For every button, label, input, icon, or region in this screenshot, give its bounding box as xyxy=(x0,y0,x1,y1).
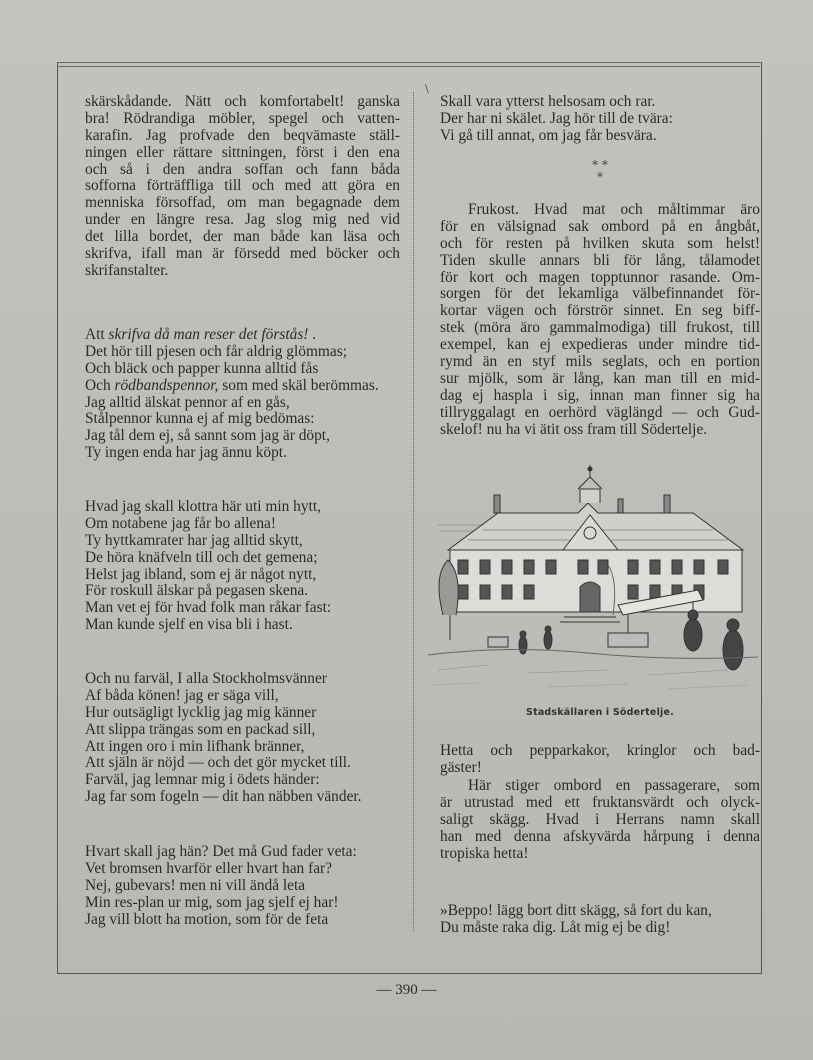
text-line: är utrustad med ett fruktansvärdt och olyck- xyxy=(440,794,760,811)
poem-line: Du måste raka dig. Låt mig ej be dig! xyxy=(440,918,671,936)
poem-line: Ty ingen enda har jag ännu köpt. xyxy=(85,444,287,462)
poem-stanza-3 xyxy=(85,671,400,806)
section-stars-bottom: * xyxy=(597,170,603,184)
text-line: Frukost. Hvad mat och måltimmar äro xyxy=(468,202,760,218)
poem-line: Man vet ej för hvad folk man råkar fast: xyxy=(85,599,332,617)
left-paragraph xyxy=(85,94,400,280)
poem-line: Jag alltid älskat pennor af en gås, xyxy=(85,393,290,411)
text-line: menniska försoffad, om man begagnade dem xyxy=(85,195,400,212)
poem-line: Hur outsägligt lycklig jag mig känner xyxy=(85,703,317,721)
text-line: stek (möra äro gammalmodiga) till frukost, till xyxy=(440,320,760,337)
text-line: bra! Rödrandiga möbler, spegel och vatten- xyxy=(85,110,400,127)
text-line: och så i den andra soffan och fann båda xyxy=(85,161,400,178)
text-line: sur mjölk, som är lång, kan man till en mid- xyxy=(440,370,760,387)
verse-continuation xyxy=(440,94,760,145)
breakfast-paragraph xyxy=(440,202,760,438)
poem-line: För roskull älskar på pegasen skena. xyxy=(85,582,309,600)
column-divider xyxy=(413,92,414,932)
poem-line: Jag tål dem ej, så sannt som jag är döpt, xyxy=(85,427,330,445)
text-line: under en längre resa. Jag slog mig ned vid xyxy=(85,212,400,229)
poem-line: Och bläck och papper kunna alltid fås xyxy=(85,359,319,377)
text-line: skrifanstalter. xyxy=(85,261,169,279)
poem-line: »Beppo! lägg bort ditt skägg, så fort du kan, xyxy=(440,902,712,919)
text-line: skärskådande. Nätt och komfortabelt! ganska xyxy=(85,94,400,110)
poem-line: Af båda könen! jag er säga vill, xyxy=(85,686,279,704)
frame-rule xyxy=(57,66,760,67)
poem-line: Och rödbandspennor, som med skäl berömmas. xyxy=(85,376,379,394)
poem-line: Nej, gubevars! men ni vill ändå leta xyxy=(85,876,306,894)
poem-line: Att ingen oro i min lifhank bränner, xyxy=(85,737,305,755)
poem-line: Man kunde sjelf en visa bli i hast. xyxy=(85,616,293,634)
text-line: och för resten på hvilken skuta som helst! xyxy=(440,235,760,252)
text-line: sorgen för det lekamliga välbefinnandet för- xyxy=(440,286,760,303)
poem-line: Min res-plan ur mig, som jag sjelf ej har! xyxy=(85,893,339,911)
poem-line: Helst jag ibland, som ej är något nytt, xyxy=(85,565,317,583)
poem-line: Stålpennor kunna ej af mig bedömas: xyxy=(85,410,315,428)
poem-line: Skall vara ytterst helsosam och rar. xyxy=(440,93,656,110)
hetta-paragraph xyxy=(440,743,760,777)
text-line: exempel, kan ej expedieras under mindre tid- xyxy=(440,337,760,354)
text-line: skelof! nu ha vi ätit oss fram till Södertelje. xyxy=(440,420,708,438)
stray-mark: \ xyxy=(425,82,429,95)
page-number: — 390 — xyxy=(376,982,437,998)
text-line: rymd än en styf mils seglats, och en portion xyxy=(440,354,760,371)
text-line: Hetta och pepparkakor, kringlor och bad- xyxy=(440,743,760,759)
poem-line: Jag vill blott ha motion, som för de feta xyxy=(85,910,329,928)
poem-line: Och nu farväl, I alla Stockholmsvänner xyxy=(85,670,327,687)
poem-stanza-1 xyxy=(85,327,400,462)
text-line: för kort och magen topptunnor rasande. Om- xyxy=(440,269,760,286)
poem-line: De höra knäfveln till och det gemena; xyxy=(85,548,318,566)
illustration-caption: Stadskällaren i Södertelje. xyxy=(526,707,674,718)
text-line: saligt skägg. Hvad i Herrans namn skall xyxy=(440,811,760,828)
text-line: för en välsignad sak ombord på en ångbåt, xyxy=(440,218,760,235)
poem-line: Att själn är nöjd — och det gör mycket till. xyxy=(85,754,351,772)
text-line: gäster! xyxy=(440,758,482,776)
text-line: skrifva, ifall man är försedd med böcker och xyxy=(85,246,400,263)
text-line: kortar vägen och förströr sinnet. En seg biff- xyxy=(440,303,760,320)
poem-line: Hvad jag skall klottra här uti min hytt, xyxy=(85,498,321,515)
poem-line: Att slippa trängas som en packad sill, xyxy=(85,720,316,738)
poem-line: Jag far som fogeln — dit han näbben vänder. xyxy=(85,788,362,806)
text-line: det lilla bordet, der man både kan läsa och xyxy=(85,229,400,246)
text-line: tropiska hetta! xyxy=(440,844,529,862)
text-line: Här stiger ombord en passagerare, som xyxy=(468,778,760,794)
poem-line: Vi gå till annat, om jag får besvära. xyxy=(440,126,657,144)
poem-line: Farväl, jag lemnar mig i ödets händer: xyxy=(85,771,320,789)
poem-line: Vet bromsen hvarför eller hvart han far? xyxy=(85,859,332,877)
poem-line: Om notabene jag får bo allena! xyxy=(85,514,277,532)
text-line: karafin. Jag profvade den beqvämaste ställ- xyxy=(85,127,400,144)
poem-line: Ty hyttkamrater har jag alltid skytt, xyxy=(85,531,303,549)
passenger-paragraph xyxy=(440,778,760,862)
text-line: sofforna förträffliga till och med att göra en xyxy=(85,178,400,195)
poem-stanza-2 xyxy=(85,499,400,634)
beppo-verse xyxy=(440,903,760,937)
text-line: ningen eller rättare sittningen, först i den ena xyxy=(85,144,400,161)
text-line: Tiden skulle annars bli för lång, tålamodet xyxy=(440,252,760,269)
text-line: tillryggalagt en oerhörd väglängd — och Gud- xyxy=(440,404,760,421)
section-stars-top: * * xyxy=(592,158,608,172)
poem-line: Der har ni skälet. Jag hör till de tvära: xyxy=(440,109,673,127)
text-line: dag ej haspla i sig, innan man finner sig ha xyxy=(440,387,760,404)
building-illustration xyxy=(428,465,758,700)
poem-line: Det hör till pjesen och får aldrig glömmas; xyxy=(85,342,348,360)
poem-line: Hvart skall jag hän? Det må Gud fader veta: xyxy=(85,843,357,860)
poem-line: Att skrifva då man reser det förstås! . xyxy=(85,326,317,343)
text-line: han med denna afskyvärda hårpung i denna xyxy=(440,828,760,845)
poem-stanza-4 xyxy=(85,844,400,928)
